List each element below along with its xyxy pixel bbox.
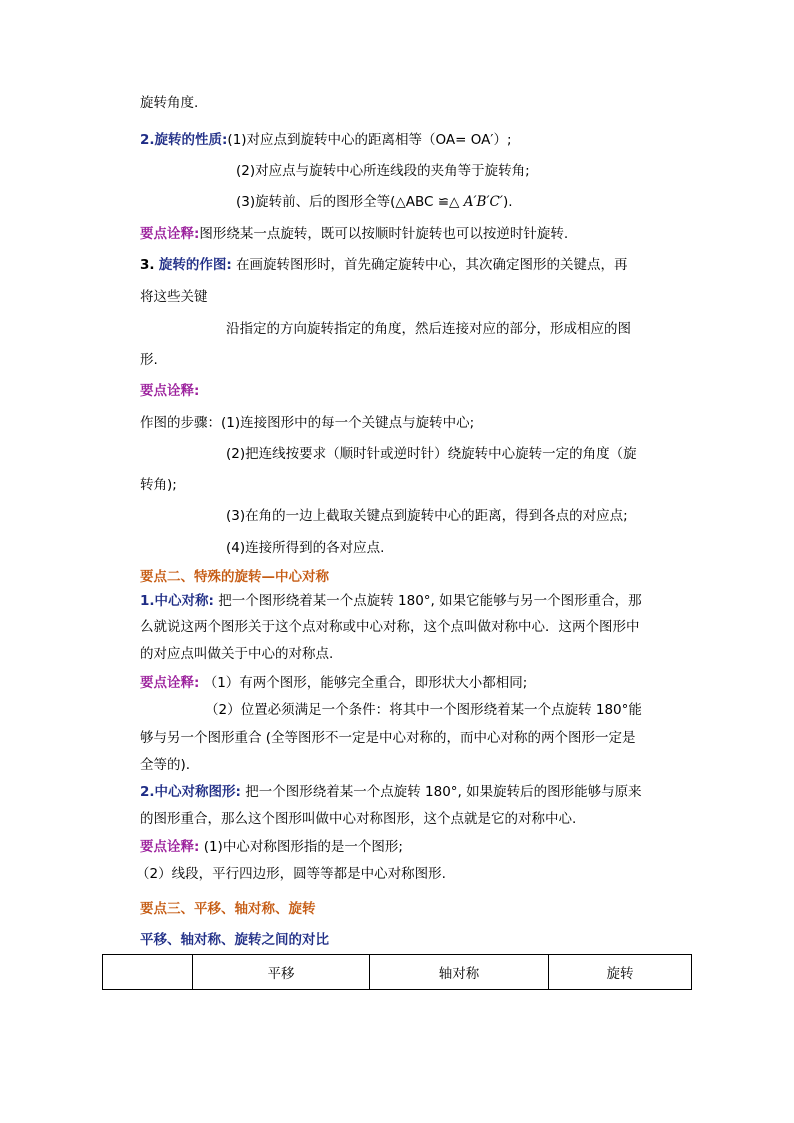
congruence-line	[236, 192, 513, 212]
text-line: 转角);	[140, 477, 177, 493]
text-span: 把一个图形绕着某一个点旋转 180°, 如果它能够与另一个图形重合，那	[218, 593, 642, 609]
comparison-table	[102, 954, 692, 990]
table-header-cell-empty	[103, 955, 193, 990]
text-line: 的对应点叫做关于中心的对称点.	[140, 646, 334, 662]
note-line	[140, 673, 527, 693]
text-line: （2）线段，平行四边形，圆等等都是中心对称图形.	[136, 866, 446, 882]
section-number: 3.	[140, 257, 155, 273]
section-title: 要点二、特殊的旋转—中心对称	[140, 569, 329, 585]
note-line	[140, 837, 403, 857]
text-line: (2)把连线按要求（顺时针或逆时针）绕旋转中心旋转一定的角度（旋	[226, 446, 637, 462]
table-header-cell-translation: 平移	[193, 955, 370, 990]
text-line: （2）位置必须满足一个条件：将其中一个图形绕着某一个点旋转 180°能	[205, 702, 642, 718]
table-header-cell-axial-symmetry: 轴对称	[370, 955, 549, 990]
text-span: （1）有两个图形，能够完全重合，即形状大小都相同;	[203, 675, 528, 691]
text-line: (4)连接所得到的各对应点.	[226, 540, 385, 556]
table-caption: 平移、轴对称、旋转之间的对比	[140, 932, 329, 948]
table-header-cell-rotation: 旋转	[549, 955, 692, 990]
text-line: 么就说这两个图形关于这个点对称或中心对称，这个点叫做对称中心．这两个图形中	[140, 619, 640, 635]
text-line: 全等的).	[140, 757, 191, 773]
text-line: 的图形重合，那么这个图形叫做中心对称图形，这个点就是它的对称中心.	[140, 811, 577, 827]
section-heading: 2.旋转的性质:	[140, 132, 228, 148]
note-heading: 要点诠释:	[140, 383, 200, 399]
text-line: (2)对应点与旋转中心所连线段的夹角等于旋转角;	[236, 163, 530, 179]
section-heading: 旋转的作图:	[158, 257, 232, 273]
text-span: (1)中心对称图形指的是一个图形;	[203, 839, 403, 855]
text-span: 在画旋转图形时，首先确定旋转中心，其次确定图形的关键点，再	[236, 257, 628, 273]
note-line	[140, 224, 568, 244]
text-line: 沿指定的方向旋转指定的角度，然后连接对应的部分，形成相应的图	[226, 321, 631, 337]
text-span: (3)旋转前、后的图形全等(△ABC ≌△	[236, 194, 464, 210]
text-line: 将这些关键	[140, 289, 208, 305]
section-heading: 2.中心对称图形:	[140, 784, 241, 800]
text-span: 图形绕某一点旋转，既可以按顺时针旋转也可以按逆时针旋转.	[199, 226, 569, 242]
note-heading: 要点诠释:	[140, 675, 200, 691]
text-span: 把一个图形绕着某一个点旋转 180°, 如果旋转后的图形能够与原来	[245, 784, 642, 800]
text-line: (3)在角的一边上截取关键点到旋转中心的距离，得到各点的对应点;	[226, 508, 628, 524]
section-title: 要点三、平移、轴对称、旋转	[140, 901, 316, 917]
definition-line	[140, 782, 642, 802]
text-line: 旋转角度.	[140, 95, 199, 111]
note-heading: 要点诠释:	[140, 226, 200, 242]
text-span: ).	[502, 194, 513, 210]
note-heading: 要点诠释:	[140, 839, 200, 855]
definition-line	[140, 591, 642, 611]
property-line	[140, 130, 512, 150]
section-heading: 1.中心对称:	[140, 593, 214, 609]
text-line: 作图的步骤：(1)连接图形中的每一个关键点与旋转中心;	[140, 415, 475, 431]
math-expression: A′B′C′	[463, 194, 503, 210]
text-line: 形.	[140, 352, 158, 368]
text-span: (1)对应点到旋转中心的距离相等（OA= OA′）;	[227, 132, 512, 148]
text-line: 够与另一个图形重合 (全等图形不一定是中心对称的，而中心对称的两个图形一定是	[140, 730, 636, 746]
construction-line	[140, 255, 628, 275]
table-header-row	[103, 955, 692, 990]
